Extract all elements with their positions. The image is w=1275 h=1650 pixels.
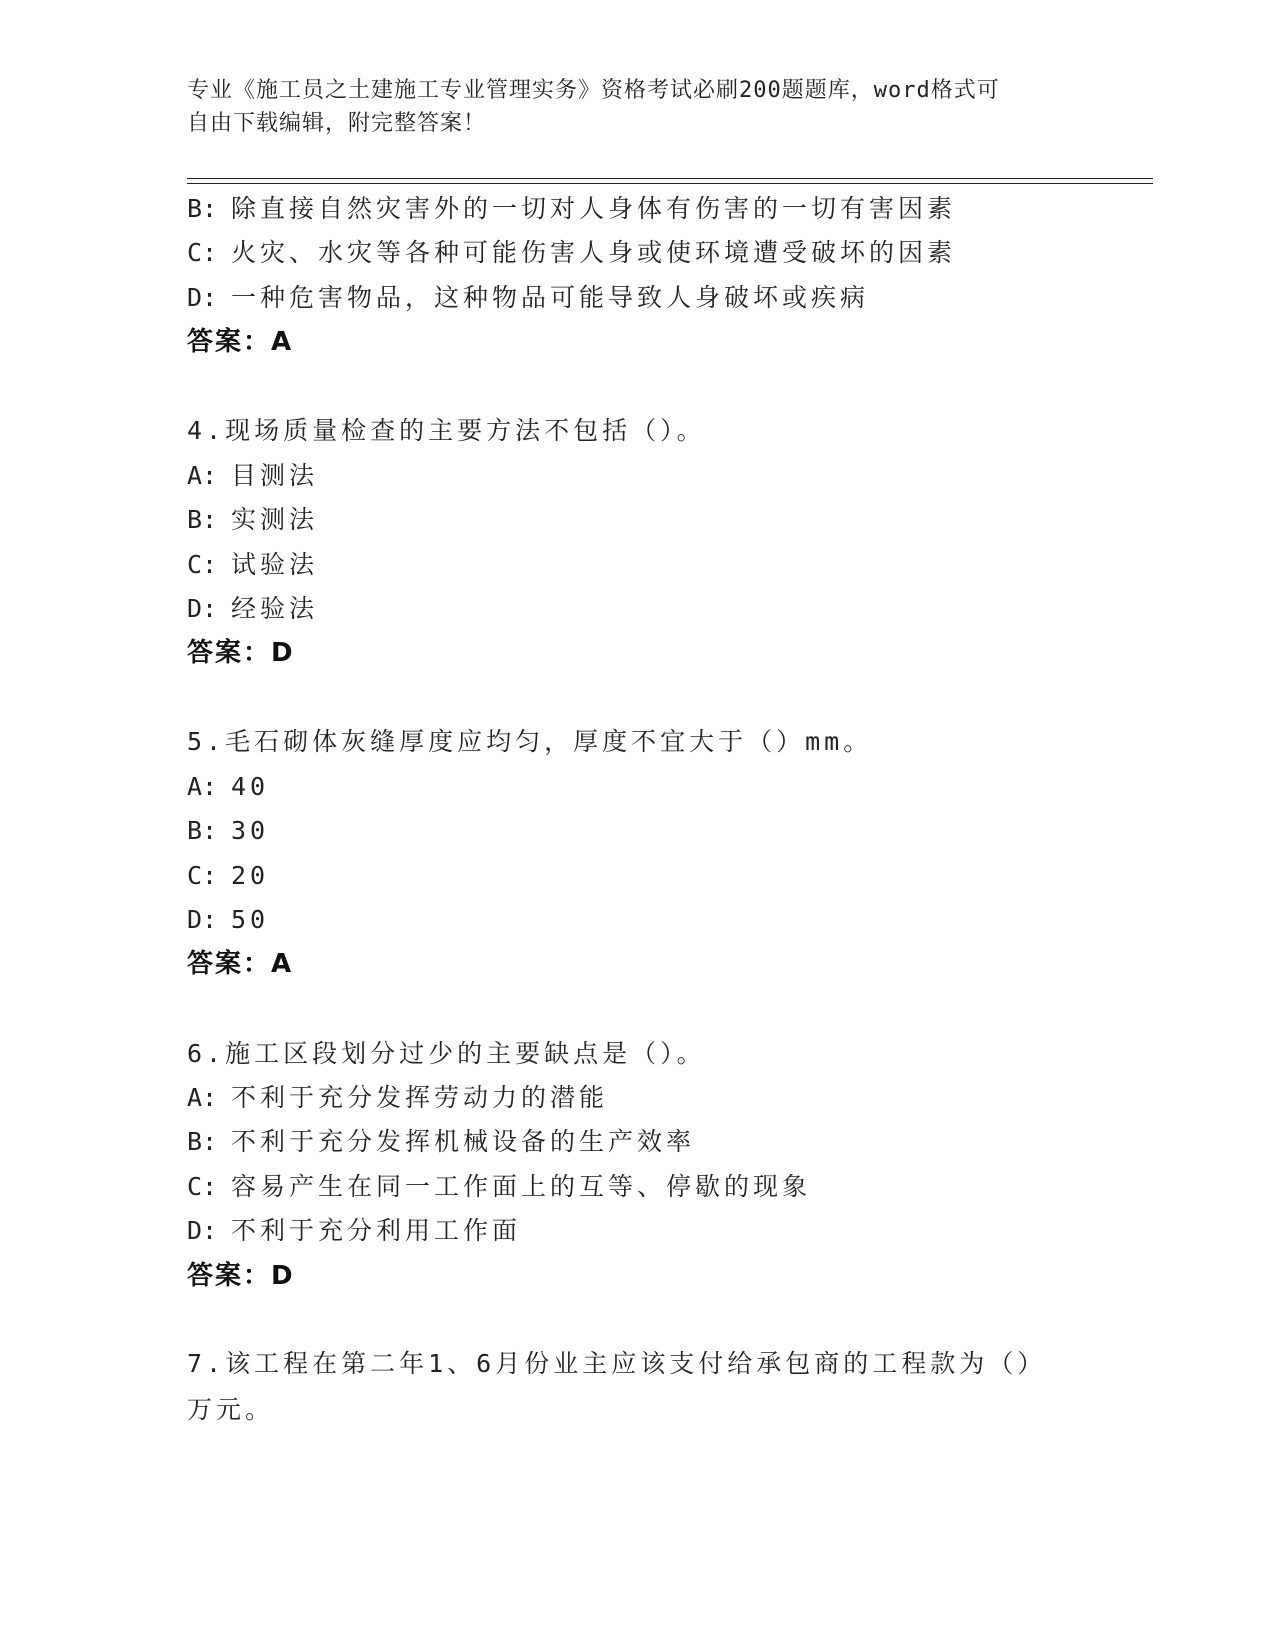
q4-option-c — [187, 545, 318, 585]
option-text: 实测法 — [231, 505, 319, 534]
option-text: 火灾、水灾等各种可能伤害人身或使环境遭受破坏的因素 — [231, 238, 957, 267]
q4-option-d — [187, 589, 318, 629]
option-label: C: — [187, 550, 218, 579]
q3-option-c — [187, 233, 956, 273]
option-text: 不利于充分发挥劳动力的潜能 — [231, 1083, 609, 1112]
q5-question: 5.毛石砌体灰缝厚度应均匀，厚度不宜大于（）mm。 — [187, 727, 873, 756]
option-label: C: — [187, 238, 218, 267]
option-text: 50 — [231, 905, 270, 934]
q6-option-d — [187, 1211, 521, 1251]
q6-option-c — [187, 1167, 811, 1207]
q6-option-a — [187, 1078, 608, 1118]
option-label: C: — [187, 861, 218, 890]
q4-option-b — [187, 500, 318, 540]
q4-answer: 答案：D — [187, 638, 295, 668]
option-text: 30 — [231, 816, 270, 845]
option-label: D: — [187, 1216, 218, 1245]
option-text: 除直接自然灾害外的一切对人身体有伤害的一切有害因素 — [231, 194, 957, 223]
q6-answer: 答案：D — [187, 1261, 295, 1291]
header-line-2: 自由下载编辑，附完整答案！ — [187, 111, 487, 136]
q6-question: 6.施工区段划分过少的主要缺点是（）。 — [187, 1039, 706, 1068]
header-line-1: 专业《施工员之土建施工专业管理实务》资格考试必刷200题题库，word格式可 — [187, 78, 1000, 103]
option-text: 不利于充分发挥机械设备的生产效率 — [231, 1127, 696, 1156]
option-text: 容易产生在同一工作面上的互等、停歇的现象 — [231, 1172, 812, 1201]
q6-option-b — [187, 1122, 695, 1162]
option-label: A: — [187, 1083, 218, 1112]
q3-answer: 答案：A — [187, 327, 294, 357]
option-label: C: — [187, 1172, 218, 1201]
option-label: D: — [187, 283, 218, 312]
header-divider-top — [187, 178, 1153, 179]
option-text: 一种危害物品，这种物品可能导致人身破坏或疾病 — [231, 283, 870, 312]
option-label: D: — [187, 594, 218, 623]
q7-question: 7.该工程在第二年1、6月份业主应该支付给承包商的工程款为（）万元。 — [187, 1349, 1047, 1424]
option-label: B: — [187, 194, 218, 223]
option-label: A: — [187, 772, 218, 801]
q3-option-b — [187, 189, 956, 229]
option-label: D: — [187, 905, 218, 934]
q4-option-a — [187, 456, 318, 496]
option-label: A: — [187, 461, 218, 490]
q5-answer: 答案：A — [187, 949, 294, 979]
q5-option-c — [187, 856, 269, 896]
option-text: 经验法 — [231, 594, 319, 623]
q3-option-d — [187, 278, 869, 318]
q5-option-a — [187, 767, 269, 807]
option-text: 20 — [231, 861, 270, 890]
option-label: B: — [187, 505, 218, 534]
header-divider-bottom — [187, 183, 1153, 184]
document-header — [187, 74, 1067, 140]
option-text: 不利于充分利用工作面 — [231, 1216, 522, 1245]
q4-question: 4.现场质量检查的主要方法不包括（）。 — [187, 416, 706, 445]
q5-option-b — [187, 811, 269, 851]
option-label: B: — [187, 1127, 218, 1156]
option-label: B: — [187, 816, 218, 845]
option-text: 目测法 — [231, 461, 319, 490]
option-text: 40 — [231, 772, 270, 801]
q5-option-d — [187, 900, 269, 940]
option-text: 试验法 — [231, 550, 319, 579]
